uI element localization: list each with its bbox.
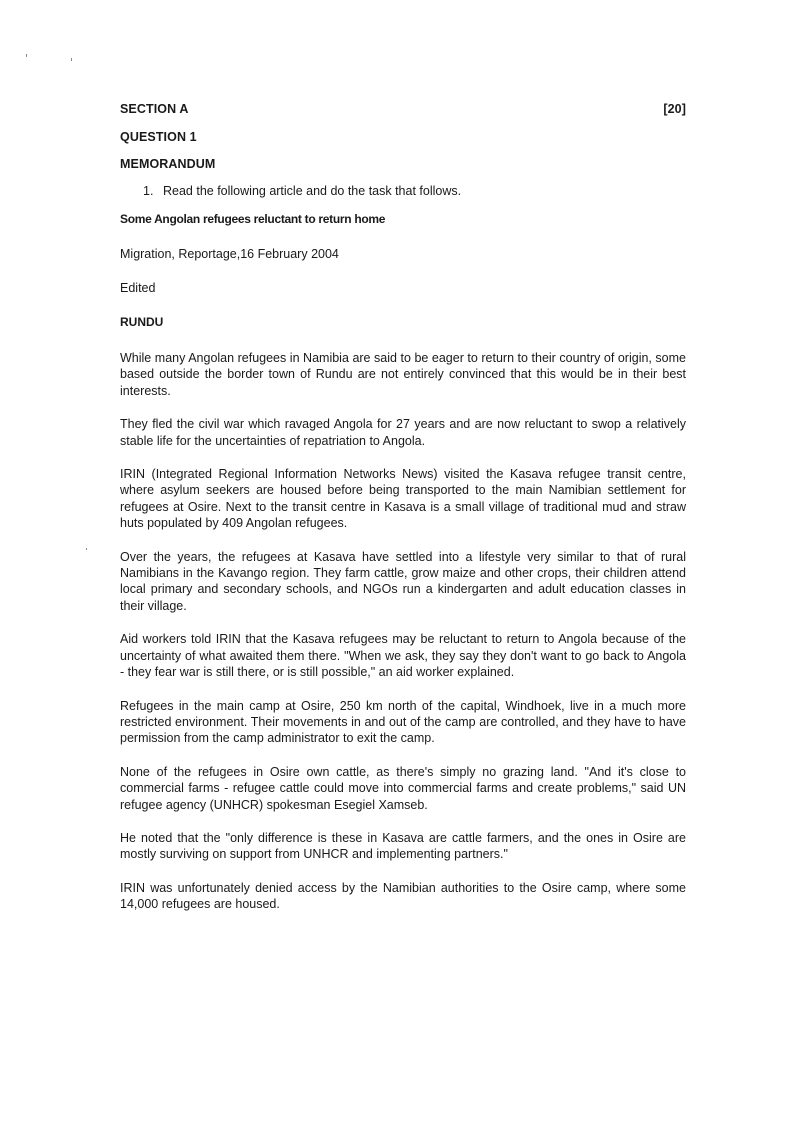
- instruction-number: 1.: [143, 184, 154, 198]
- article-paragraph: He noted that the "only difference is these in Kasava are cattle farmers, and the ones in Osire are mostly surviving on support from UNHCR and implementing partners.": [120, 830, 686, 862]
- memorandum-heading: MEMORANDUM: [120, 157, 216, 171]
- article-paragraph: Refugees in the main camp at Osire, 250 km north of the capital, Windhoek, live in a much more restricted environment. Their movements in and out of the camp are controlled, and they have to have permission from the camp administrator to exit the camp.: [120, 698, 686, 746]
- scan-speck: [86, 548, 87, 550]
- instruction-item: [120, 183, 686, 199]
- article-edited-note: Edited: [120, 281, 156, 295]
- instruction-text: Read the following article and do the task that follows.: [163, 184, 462, 198]
- article-title: Some Angolan refugees reluctant to return home: [120, 212, 386, 226]
- scan-speck: [26, 54, 27, 57]
- article-paragraph: None of the refugees in Osire own cattle, as there's simply no grazing land. "And it's close to commercial farms - refugee cattle could move into commercial farms and create problems," said UN refugee agency (UNHCR) spokesman Esegiel Xamseb.: [120, 764, 686, 812]
- article-paragraph: Over the years, the refugees at Kasava have settled into a lifestyle very similar to that of rural Namibians in the Kavango region. They farm cattle, grow maize and other crops, their children attend local primary and secondary schools, and NGOs run a kindergarten and adult education classes in their village.: [120, 549, 686, 613]
- article-paragraph: IRIN was unfortunately denied access by the Namibian authorities to the Osire camp, where some 14,000 refugees are housed.: [120, 880, 686, 912]
- article-paragraph: They fled the civil war which ravaged Angola for 27 years and are now reluctant to swop a relatively stable life for the uncertainties of repatriation to Angola.: [120, 417, 686, 448]
- article-source: Migration, Reportage,16 February 2004: [120, 247, 339, 261]
- article-paragraph: Aid workers told IRIN that the Kasava refugees may be reluctant to return to Angola because of the uncertainty of what awaited them there. "When we ask, they say they don't want to go back to Angola - they fear war is still there, or is still possible," an aid worker explained.: [120, 632, 686, 680]
- article-paragraph: While many Angolan refugees in Namibia are said to be eager to return to their country of origin, some based outside the border town of Rundu are not entirely convinced that this would be in their best interests.: [120, 351, 686, 398]
- article-paragraph: IRIN (Integrated Regional Information Networks News) visited the Kasava refugee transit centre, where asylum seekers are housed before being transported to the main Namibian settlement for refugees at Osire. Next to the transit centre in Kasava is a small village of traditional mud and straw huts populated by 409 Angolan refugees.: [120, 467, 686, 531]
- scan-speck: [71, 58, 72, 61]
- section-header: [120, 101, 686, 117]
- section-marks: [20]: [663, 102, 686, 116]
- section-label: SECTION A: [120, 102, 189, 116]
- memorandum-content: [120, 101, 686, 913]
- question-heading: QUESTION 1: [120, 130, 197, 144]
- article-dateline: RUNDU: [120, 315, 164, 329]
